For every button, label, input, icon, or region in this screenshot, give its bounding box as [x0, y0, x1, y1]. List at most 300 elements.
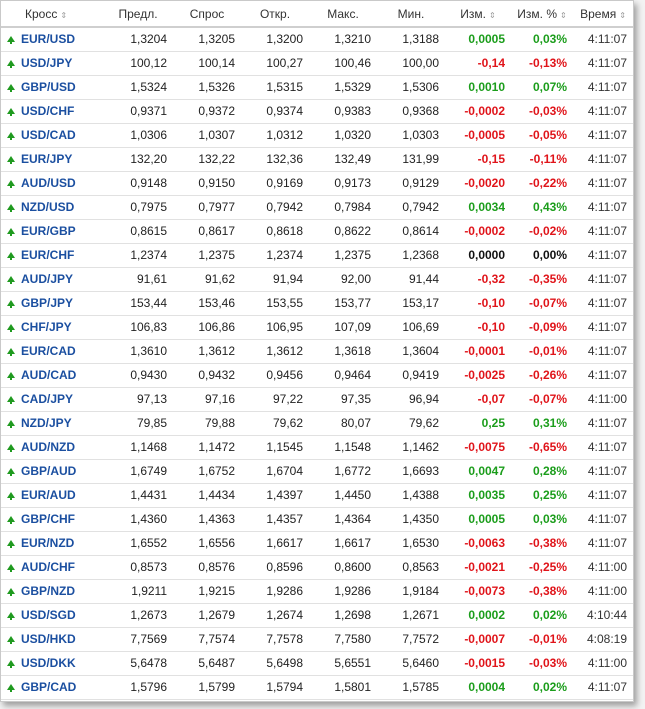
pair-link[interactable]: GBP/CAD [21, 680, 77, 694]
high-cell: 1,4450 [309, 483, 377, 507]
up-arrow-icon [7, 324, 15, 330]
open-cell: 1,2374 [241, 243, 309, 267]
table-row [1, 411, 633, 435]
arrow-cell [1, 483, 21, 507]
change-pct-cell: 0,31% [511, 411, 573, 435]
change-pct-cell: -0,38% [511, 579, 573, 603]
change-pct-cell: 0,02% [511, 675, 573, 699]
table-row [1, 219, 633, 243]
open-cell: 1,0312 [241, 123, 309, 147]
change-pct-cell: 0,28% [511, 459, 573, 483]
up-arrow-icon [7, 636, 15, 642]
ask-cell: 0,9150 [173, 171, 241, 195]
arrow-cell [1, 363, 21, 387]
column-header-time-label: Время [580, 6, 617, 21]
column-header-change-label: Изм. [460, 6, 487, 21]
change-cell: -0,15 [445, 147, 511, 171]
bid-cell: 0,8615 [103, 219, 173, 243]
arrow-cell [1, 243, 21, 267]
high-cell: 97,35 [309, 387, 377, 411]
pair-cell [21, 555, 103, 579]
pair-link[interactable]: AUD/CHF [21, 560, 75, 574]
low-cell: 1,0303 [377, 123, 445, 147]
ask-cell: 5,6487 [173, 651, 241, 675]
pair-cell [21, 411, 103, 435]
table-row [1, 123, 633, 147]
low-cell: 1,3604 [377, 339, 445, 363]
ask-cell: 1,4434 [173, 483, 241, 507]
bid-cell: 106,83 [103, 315, 173, 339]
low-cell: 1,6693 [377, 459, 445, 483]
low-cell: 7,7572 [377, 627, 445, 651]
time-cell: 4:11:07 [573, 219, 633, 243]
column-header-time[interactable] [573, 1, 633, 27]
table-row [1, 531, 633, 555]
pair-link[interactable]: AUD/NZD [21, 440, 75, 454]
high-cell: 0,8600 [309, 555, 377, 579]
bid-cell: 1,3610 [103, 339, 173, 363]
pair-link[interactable]: EUR/AUD [21, 488, 76, 502]
high-cell: 100,46 [309, 51, 377, 75]
pair-link[interactable]: USD/DKK [21, 656, 76, 670]
arrow-cell [1, 675, 21, 699]
change-cell: 0,0000 [445, 243, 511, 267]
up-arrow-icon [7, 540, 15, 546]
high-cell: 92,00 [309, 267, 377, 291]
table-row [1, 27, 633, 51]
bid-cell: 132,20 [103, 147, 173, 171]
arrow-cell [1, 75, 21, 99]
up-arrow-icon [7, 108, 15, 114]
column-header-ask[interactable] [173, 1, 241, 27]
pair-link[interactable]: USD/JPY [21, 56, 73, 70]
low-cell: 0,8614 [377, 219, 445, 243]
pair-cell [21, 363, 103, 387]
up-arrow-icon [7, 588, 15, 594]
ask-cell: 1,5799 [173, 675, 241, 699]
column-header-pair-label: Кросс [25, 6, 58, 21]
change-pct-cell: -0,13% [511, 51, 573, 75]
low-cell: 1,4350 [377, 507, 445, 531]
pair-cell [21, 147, 103, 171]
arrow-cell [1, 315, 21, 339]
bid-cell: 79,85 [103, 411, 173, 435]
change-pct-cell: -0,25% [511, 555, 573, 579]
change-cell: 0,0047 [445, 459, 511, 483]
up-arrow-icon [7, 612, 15, 618]
change-pct-cell: -0,38% [511, 531, 573, 555]
sort-icon: ⇕ [60, 10, 68, 20]
pair-cell [21, 51, 103, 75]
low-cell: 1,2671 [377, 603, 445, 627]
open-cell: 1,4357 [241, 507, 309, 531]
bid-cell: 1,2673 [103, 603, 173, 627]
up-arrow-icon [7, 228, 15, 234]
pair-cell [21, 675, 103, 699]
table-row [1, 579, 633, 603]
arrow-cell [1, 51, 21, 75]
time-cell: 4:11:07 [573, 27, 633, 51]
low-cell: 1,5306 [377, 75, 445, 99]
time-cell: 4:11:07 [573, 123, 633, 147]
change-cell: -0,14 [445, 51, 511, 75]
time-cell: 4:11:07 [573, 339, 633, 363]
high-cell: 0,8622 [309, 219, 377, 243]
up-arrow-icon [7, 372, 15, 378]
up-arrow-icon [7, 36, 15, 42]
low-cell: 0,8563 [377, 555, 445, 579]
pair-link[interactable]: EUR/GBP [21, 224, 76, 238]
change-cell: -0,07 [445, 387, 511, 411]
low-cell: 131,99 [377, 147, 445, 171]
time-cell: 4:11:07 [573, 171, 633, 195]
bid-cell: 1,1468 [103, 435, 173, 459]
pair-link[interactable]: NZD/JPY [21, 416, 72, 430]
pair-link[interactable]: GBP/AUD [21, 464, 77, 478]
low-cell: 79,62 [377, 411, 445, 435]
bid-cell: 153,44 [103, 291, 173, 315]
change-cell: -0,0075 [445, 435, 511, 459]
high-cell: 0,9464 [309, 363, 377, 387]
open-cell: 0,9456 [241, 363, 309, 387]
pair-link[interactable]: USD/CHF [21, 104, 75, 118]
high-cell: 1,2698 [309, 603, 377, 627]
change-pct-cell: 0,43% [511, 195, 573, 219]
column-header-change-pct[interactable] [511, 1, 573, 27]
bid-cell: 1,5796 [103, 675, 173, 699]
bid-cell: 7,7569 [103, 627, 173, 651]
pair-link[interactable]: GBP/USD [21, 80, 76, 94]
time-cell: 4:11:07 [573, 51, 633, 75]
high-cell: 1,0320 [309, 123, 377, 147]
high-cell: 132,49 [309, 147, 377, 171]
open-cell: 1,5794 [241, 675, 309, 699]
time-cell: 4:11:07 [573, 315, 633, 339]
pair-cell [21, 627, 103, 651]
pair-link[interactable]: GBP/JPY [21, 296, 74, 310]
change-cell: -0,0002 [445, 219, 511, 243]
pair-link[interactable]: EUR/JPY [21, 152, 73, 166]
pair-link[interactable]: CAD/JPY [21, 392, 74, 406]
open-cell: 0,8618 [241, 219, 309, 243]
pair-cell [21, 531, 103, 555]
pair-link[interactable]: USD/CAD [21, 128, 76, 142]
arrow-cell [1, 339, 21, 363]
up-arrow-icon [7, 60, 15, 66]
change-cell: -0,0015 [445, 651, 511, 675]
time-cell: 4:11:07 [573, 411, 633, 435]
up-arrow-icon [7, 564, 15, 570]
open-cell: 106,95 [241, 315, 309, 339]
arrow-cell [1, 27, 21, 51]
low-cell: 0,7942 [377, 195, 445, 219]
change-cell: 0,0010 [445, 75, 511, 99]
open-cell: 1,3200 [241, 27, 309, 51]
bid-cell: 1,6552 [103, 531, 173, 555]
low-cell: 1,4388 [377, 483, 445, 507]
bid-cell: 1,0306 [103, 123, 173, 147]
change-cell: 0,0002 [445, 603, 511, 627]
ask-cell: 0,7977 [173, 195, 241, 219]
low-cell: 96,94 [377, 387, 445, 411]
low-cell: 153,17 [377, 291, 445, 315]
open-cell: 79,62 [241, 411, 309, 435]
open-cell: 0,7942 [241, 195, 309, 219]
table-row [1, 435, 633, 459]
bid-cell: 1,5324 [103, 75, 173, 99]
change-cell: 0,0034 [445, 195, 511, 219]
open-cell: 91,94 [241, 267, 309, 291]
up-arrow-icon [7, 84, 15, 90]
ask-cell: 79,88 [173, 411, 241, 435]
column-header-high-label: Макс. [327, 6, 359, 21]
table-row [1, 195, 633, 219]
column-header-ask-label: Спрос [189, 6, 225, 21]
pair-cell [21, 579, 103, 603]
pair-cell [21, 507, 103, 531]
pair-link[interactable]: EUR/USD [21, 32, 76, 47]
low-cell: 1,3188 [377, 27, 445, 51]
up-arrow-icon [7, 420, 15, 426]
bid-cell: 1,4431 [103, 483, 173, 507]
change-pct-cell: -0,65% [511, 435, 573, 459]
up-arrow-icon [7, 492, 15, 498]
time-cell: 4:10:44 [573, 603, 633, 627]
pair-cell [21, 651, 103, 675]
ask-cell: 0,9372 [173, 99, 241, 123]
pair-link[interactable]: CHF/JPY [21, 320, 72, 334]
ask-cell: 0,8617 [173, 219, 241, 243]
ask-cell: 1,6556 [173, 531, 241, 555]
table-row [1, 75, 633, 99]
pair-link[interactable]: AUD/JPY [21, 272, 74, 286]
ask-cell: 1,3612 [173, 339, 241, 363]
high-cell: 107,09 [309, 315, 377, 339]
bid-cell: 5,6478 [103, 651, 173, 675]
high-cell: 0,9173 [309, 171, 377, 195]
column-header-high[interactable] [309, 1, 377, 27]
up-arrow-icon [7, 660, 15, 666]
table-row [1, 675, 633, 699]
sort-icon: ⇕ [489, 10, 496, 20]
ask-cell: 1,3205 [173, 27, 241, 51]
change-pct-cell: -0,01% [511, 339, 573, 363]
time-cell: 4:11:07 [573, 531, 633, 555]
table-row [1, 483, 633, 507]
bid-cell: 0,9430 [103, 363, 173, 387]
open-cell: 1,4397 [241, 483, 309, 507]
arrow-cell [1, 555, 21, 579]
open-cell: 1,1545 [241, 435, 309, 459]
table-row [1, 339, 633, 363]
arrow-cell [1, 579, 21, 603]
arrow-cell [1, 147, 21, 171]
open-cell: 1,6704 [241, 459, 309, 483]
pair-cell [21, 243, 103, 267]
time-cell: 4:11:00 [573, 387, 633, 411]
change-cell: -0,32 [445, 267, 511, 291]
ask-cell: 1,2375 [173, 243, 241, 267]
time-cell: 4:11:07 [573, 483, 633, 507]
column-header-low-label: Мин. [397, 6, 425, 21]
ask-cell: 1,6752 [173, 459, 241, 483]
up-arrow-icon [7, 180, 15, 186]
change-cell: 0,0005 [445, 27, 511, 51]
up-arrow-icon [7, 516, 15, 522]
table-row [1, 627, 633, 651]
high-cell: 1,1548 [309, 435, 377, 459]
pair-cell [21, 75, 103, 99]
time-cell: 4:11:07 [573, 147, 633, 171]
open-cell: 0,9169 [241, 171, 309, 195]
column-header-open[interactable] [241, 1, 309, 27]
open-cell: 132,36 [241, 147, 309, 171]
arrow-cell [1, 507, 21, 531]
change-cell: -0,10 [445, 315, 511, 339]
time-cell: 4:11:07 [573, 363, 633, 387]
table-row [1, 147, 633, 171]
arrow-cell [1, 267, 21, 291]
up-arrow-icon [7, 396, 15, 402]
pair-link[interactable]: NZD/USD [21, 200, 75, 214]
high-cell: 0,7984 [309, 195, 377, 219]
arrow-cell [1, 195, 21, 219]
low-cell: 106,69 [377, 315, 445, 339]
pair-link[interactable]: EUR/CAD [21, 344, 76, 358]
pair-link[interactable]: EUR/CHF [21, 248, 75, 262]
column-header-low[interactable] [377, 1, 445, 27]
low-cell: 5,6460 [377, 651, 445, 675]
ask-cell: 153,46 [173, 291, 241, 315]
change-pct-cell: -0,01% [511, 627, 573, 651]
change-cell: 0,25 [445, 411, 511, 435]
arrow-cell [1, 459, 21, 483]
change-cell: -0,0002 [445, 99, 511, 123]
pair-link[interactable]: USD/SGD [21, 608, 76, 622]
up-arrow-icon [7, 348, 15, 354]
table-row [1, 387, 633, 411]
time-cell: 4:11:07 [573, 267, 633, 291]
change-cell: -0,0025 [445, 363, 511, 387]
change-pct-cell: -0,26% [511, 363, 573, 387]
bid-cell: 0,8573 [103, 555, 173, 579]
pair-cell [21, 435, 103, 459]
change-pct-cell: 0,25% [511, 483, 573, 507]
ask-cell: 1,1472 [173, 435, 241, 459]
pair-cell [21, 339, 103, 363]
ask-cell: 91,62 [173, 267, 241, 291]
arrow-cell [1, 603, 21, 627]
time-cell: 4:11:00 [573, 651, 633, 675]
time-cell: 4:08:19 [573, 627, 633, 651]
arrow-cell [1, 99, 21, 123]
column-header-change[interactable] [445, 1, 511, 27]
table-row [1, 363, 633, 387]
high-cell: 1,2375 [309, 243, 377, 267]
ask-cell: 1,5326 [173, 75, 241, 99]
up-arrow-icon [7, 132, 15, 138]
up-arrow-icon [7, 204, 15, 210]
ask-cell: 1,2679 [173, 603, 241, 627]
low-cell: 0,9368 [377, 99, 445, 123]
bid-cell: 97,13 [103, 387, 173, 411]
pair-cell [21, 315, 103, 339]
pair-cell [21, 99, 103, 123]
up-arrow-icon [7, 252, 15, 258]
time-cell: 4:11:00 [573, 555, 633, 579]
change-cell: -0,0073 [445, 579, 511, 603]
pair-link[interactable]: AUD/USD [21, 176, 76, 190]
bid-cell: 100,12 [103, 51, 173, 75]
time-cell: 4:11:07 [573, 435, 633, 459]
low-cell: 91,44 [377, 267, 445, 291]
up-arrow-icon [7, 300, 15, 306]
time-cell: 4:11:07 [573, 675, 633, 699]
open-cell: 1,5315 [241, 75, 309, 99]
up-arrow-icon [7, 468, 15, 474]
table-row [1, 291, 633, 315]
pair-cell [21, 195, 103, 219]
change-pct-cell: -0,07% [511, 291, 573, 315]
high-cell: 1,3210 [309, 27, 377, 51]
pair-cell [21, 171, 103, 195]
change-pct-cell: -0,07% [511, 387, 573, 411]
pair-cell [21, 291, 103, 315]
change-pct-cell: -0,05% [511, 123, 573, 147]
sort-icon: ⇕ [619, 10, 626, 20]
pair-link[interactable]: USD/HKD [21, 632, 76, 646]
up-arrow-icon [7, 684, 15, 690]
change-cell: 0,0004 [445, 675, 511, 699]
column-header-open-label: Откр. [259, 6, 291, 21]
low-cell: 1,5785 [377, 675, 445, 699]
pair-link[interactable]: GBP/NZD [21, 584, 75, 598]
open-cell: 97,22 [241, 387, 309, 411]
pair-link[interactable]: AUD/CAD [21, 368, 77, 382]
change-pct-cell: 0,03% [511, 27, 573, 51]
high-cell: 80,07 [309, 411, 377, 435]
arrow-cell [1, 387, 21, 411]
ask-cell: 7,7574 [173, 627, 241, 651]
high-cell: 1,4364 [309, 507, 377, 531]
ask-cell: 1,9215 [173, 579, 241, 603]
pair-cell [21, 219, 103, 243]
up-arrow-icon [7, 276, 15, 282]
ask-cell: 1,4363 [173, 507, 241, 531]
high-cell: 153,77 [309, 291, 377, 315]
open-cell: 1,2674 [241, 603, 309, 627]
ask-cell: 106,86 [173, 315, 241, 339]
column-header-change-pct-label: Изм. % [517, 6, 558, 21]
table-row [1, 267, 633, 291]
change-cell: -0,0063 [445, 531, 511, 555]
pair-link[interactable]: GBP/CHF [21, 512, 75, 526]
bid-cell: 1,4360 [103, 507, 173, 531]
bid-cell: 1,6749 [103, 459, 173, 483]
pair-cell [21, 459, 103, 483]
low-cell: 100,00 [377, 51, 445, 75]
bid-cell: 0,7975 [103, 195, 173, 219]
currency-quotes-table [1, 1, 633, 700]
arrow-cell [1, 627, 21, 651]
arrow-cell [1, 123, 21, 147]
column-header-pair[interactable] [1, 1, 103, 27]
pair-link[interactable]: EUR/NZD [21, 536, 75, 550]
open-cell: 7,7578 [241, 627, 309, 651]
time-cell: 4:11:07 [573, 75, 633, 99]
column-header-bid[interactable] [103, 1, 173, 27]
high-cell: 1,3618 [309, 339, 377, 363]
